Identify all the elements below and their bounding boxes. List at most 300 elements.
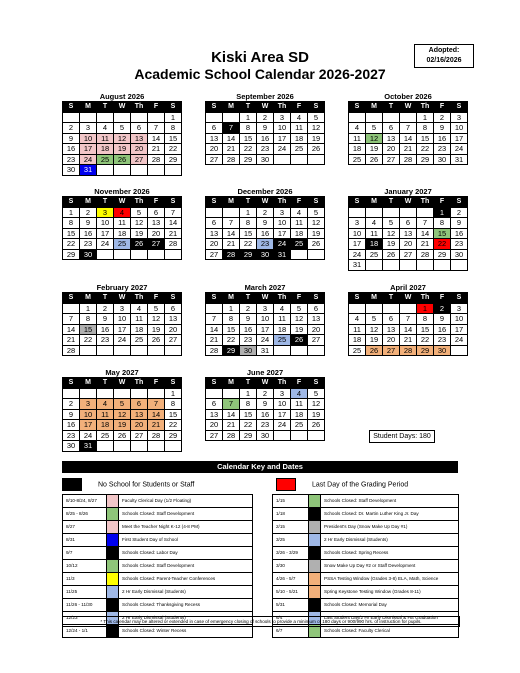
key-color-swatch [309, 508, 321, 521]
day-header: T [97, 378, 114, 389]
key-color-swatch [309, 599, 321, 612]
month-5 [348, 188, 468, 271]
day-cell: 11 [291, 399, 308, 410]
month-table [62, 292, 182, 356]
day-cell: 11 [97, 133, 114, 144]
day-cell: 6 [383, 123, 400, 134]
key-color-swatch [309, 547, 321, 560]
day-cell: 9 [257, 123, 274, 134]
month-2 [348, 93, 468, 165]
key-row [63, 508, 253, 521]
day-cell: 11 [131, 314, 148, 325]
day-cell: 16 [80, 228, 97, 239]
day-cell: 10 [274, 218, 291, 229]
day-cell: 14 [165, 218, 182, 229]
key-dates: 5/10 - 5/21 [273, 586, 309, 599]
day-cell: 16 [97, 324, 114, 335]
day-header: Th [131, 378, 148, 389]
day-header: W [114, 378, 131, 389]
day-cell: 12 [308, 123, 325, 134]
empty-day-cell [114, 112, 131, 123]
day-cell: 24 [451, 335, 468, 346]
day-header: F [291, 197, 308, 208]
day-cell: 17 [97, 228, 114, 239]
key-color-swatch [309, 586, 321, 599]
day-cell: 29 [223, 345, 240, 356]
day-cell: 10 [257, 314, 274, 325]
month-3 [62, 188, 182, 260]
day-cell: 3 [114, 303, 131, 314]
day-cell: 2 [257, 388, 274, 399]
day-header: S [206, 102, 223, 113]
day-cell: 4 [97, 123, 114, 134]
day-cell: 6 [131, 123, 148, 134]
key-dates: 3/30 [273, 560, 309, 573]
day-cell: 14 [63, 324, 80, 335]
day-cell: 26 [308, 239, 325, 250]
day-header: Th [131, 197, 148, 208]
day-cell: 14 [417, 228, 434, 239]
key-row [273, 573, 459, 586]
month-table [348, 101, 468, 165]
day-cell: 6 [400, 218, 417, 229]
empty-day-cell [63, 388, 80, 399]
day-header: W [400, 293, 417, 304]
day-header: M [366, 102, 383, 113]
day-cell: 21 [223, 420, 240, 431]
day-cell: 30 [257, 154, 274, 165]
key-row [273, 547, 459, 560]
empty-day-cell [80, 388, 97, 399]
day-cell: 17 [451, 324, 468, 335]
day-cell: 9 [80, 218, 97, 229]
empty-day-cell [97, 165, 114, 176]
day-cell: 16 [257, 228, 274, 239]
day-cell: 11 [291, 218, 308, 229]
empty-day-cell [291, 154, 308, 165]
day-cell: 2 [240, 303, 257, 314]
key-no-school [62, 478, 194, 490]
day-cell: 17 [114, 324, 131, 335]
day-cell: 28 [223, 154, 240, 165]
month-table [348, 196, 468, 271]
day-header: S [63, 293, 80, 304]
day-cell: 19 [114, 144, 131, 155]
month-table [205, 377, 325, 441]
empty-day-cell [274, 154, 291, 165]
key-color-swatch [309, 560, 321, 573]
month-title: December 2026 [237, 187, 293, 196]
key-color-swatch [107, 573, 119, 586]
key-row [273, 495, 459, 508]
day-cell: 15 [240, 409, 257, 420]
day-cell: 22 [80, 335, 97, 346]
day-cell: 19 [366, 144, 383, 155]
empty-day-cell [291, 430, 308, 441]
day-cell: 20 [165, 324, 182, 335]
day-cell: 19 [131, 228, 148, 239]
key-dates: 8/31 [63, 534, 107, 547]
empty-day-cell [451, 345, 468, 356]
day-cell: 7 [400, 123, 417, 134]
day-cell: 6 [308, 303, 325, 314]
day-cell: 29 [434, 249, 451, 260]
day-cell: 9 [451, 218, 468, 229]
day-cell: 2 [451, 207, 468, 218]
empty-day-cell [148, 112, 165, 123]
key-row [273, 521, 459, 534]
empty-day-cell [349, 207, 366, 218]
day-cell: 29 [240, 154, 257, 165]
key-row [273, 560, 459, 573]
day-cell: 20 [148, 228, 165, 239]
day-cell: 15 [434, 228, 451, 239]
day-cell: 16 [240, 324, 257, 335]
day-cell: 19 [383, 239, 400, 250]
day-cell: 30 [80, 249, 97, 260]
day-cell: 8 [223, 314, 240, 325]
day-cell: 4 [366, 218, 383, 229]
day-cell: 25 [349, 345, 366, 356]
key-description: 2 Hr Early Dismissal (Students) [321, 534, 459, 547]
key-dates: 4/26 - 5/7 [273, 573, 309, 586]
empty-day-cell [148, 345, 165, 356]
day-cell: 15 [240, 133, 257, 144]
key-dates: 2/15 [273, 521, 309, 534]
empty-day-cell [97, 345, 114, 356]
empty-day-cell [148, 441, 165, 452]
day-cell: 4 [114, 207, 131, 218]
key-row [273, 586, 459, 599]
day-cell: 1 [417, 112, 434, 123]
key-description: Last Student Day/2 Hr Early Dismissal & HS Graduation [321, 612, 459, 625]
day-cell: 23 [63, 430, 80, 441]
page-title: Kiski Area SD [211, 49, 309, 66]
empty-day-cell [80, 112, 97, 123]
day-cell: 23 [63, 154, 80, 165]
day-cell: 9 [257, 399, 274, 410]
key-color-swatch [107, 586, 119, 599]
empty-day-cell [131, 388, 148, 399]
key-color-swatch [107, 508, 119, 521]
day-header: S [63, 197, 80, 208]
day-cell: 18 [114, 228, 131, 239]
day-cell: 11 [291, 123, 308, 134]
empty-day-cell [97, 249, 114, 260]
day-cell: 3 [451, 112, 468, 123]
key-description: Faculty Clerical Day (1/2 Floating) [119, 495, 253, 508]
day-cell: 15 [417, 133, 434, 144]
day-cell: 27 [383, 345, 400, 356]
key-color-swatch [107, 599, 119, 612]
day-cell: 22 [434, 239, 451, 250]
day-header: T [97, 102, 114, 113]
day-cell: 23 [80, 239, 97, 250]
day-cell: 25 [291, 420, 308, 431]
empty-day-cell [114, 249, 131, 260]
day-cell: 26 [366, 154, 383, 165]
day-header: W [257, 102, 274, 113]
day-cell: 27 [131, 154, 148, 165]
empty-day-cell [400, 260, 417, 271]
month-9 [62, 369, 182, 452]
day-cell: 13 [148, 218, 165, 229]
day-cell: 19 [308, 409, 325, 420]
empty-day-cell [114, 388, 131, 399]
day-cell: 12 [148, 314, 165, 325]
day-cell: 25 [291, 144, 308, 155]
day-cell: 17 [274, 409, 291, 420]
day-header: F [148, 197, 165, 208]
month-title: June 2027 [246, 368, 284, 377]
day-cell: 23 [257, 420, 274, 431]
empty-day-cell [148, 249, 165, 260]
day-cell: 3 [257, 303, 274, 314]
day-cell: 13 [131, 409, 148, 420]
day-cell: 30 [257, 430, 274, 441]
key-color-swatch [107, 560, 119, 573]
day-cell: 17 [80, 144, 97, 155]
footnote: * This calendar may be altered or extended in case of emergency closing of schools to provide a minimum of 180 days or 900/990 hrs. of instruction for pupils. [62, 616, 460, 627]
day-cell: 4 [349, 314, 366, 325]
day-header: S [63, 102, 80, 113]
day-header: W [114, 197, 131, 208]
day-cell: 2 [434, 112, 451, 123]
key-row [63, 534, 253, 547]
day-cell: 16 [257, 409, 274, 420]
empty-day-cell [114, 165, 131, 176]
day-header: S [206, 378, 223, 389]
key-no-school-label: No School for Students or Staff [98, 481, 195, 489]
day-cell: 13 [308, 314, 325, 325]
day-cell: 29 [417, 154, 434, 165]
day-cell: 25 [97, 430, 114, 441]
day-cell: 18 [349, 144, 366, 155]
day-header: F [148, 293, 165, 304]
month-10 [205, 369, 325, 441]
empty-day-cell [417, 260, 434, 271]
month-title: September 2026 [236, 92, 294, 101]
day-cell: 1 [63, 207, 80, 218]
month-title: March 2027 [244, 283, 286, 292]
key-description: Schools Closed: Memorial Day [321, 599, 459, 612]
day-cell: 14 [206, 324, 223, 335]
day-cell: 21 [148, 420, 165, 431]
day-cell: 21 [400, 335, 417, 346]
day-cell: 11 [349, 324, 366, 335]
day-cell: 5 [383, 218, 400, 229]
month-title: October 2026 [384, 92, 432, 101]
day-cell: 9 [257, 218, 274, 229]
day-cell: 5 [114, 399, 131, 410]
day-cell: 30 [434, 345, 451, 356]
day-header: M [366, 197, 383, 208]
empty-day-cell [383, 112, 400, 123]
empty-day-cell [97, 388, 114, 399]
key-color-swatch [309, 495, 321, 508]
empty-day-cell [291, 249, 308, 260]
day-cell: 15 [223, 324, 240, 335]
day-cell: 10 [451, 314, 468, 325]
day-cell: 24 [274, 144, 291, 155]
key-description: Schools Closed: Labor Day [119, 547, 253, 560]
day-header: M [223, 102, 240, 113]
day-cell: 19 [291, 324, 308, 335]
key-description: Schools Closed: Faculty Clerical [321, 625, 459, 638]
adopted-box [414, 44, 474, 68]
day-header: S [165, 102, 182, 113]
day-cell: 2 [80, 207, 97, 218]
day-cell: 29 [240, 249, 257, 260]
day-cell: 21 [165, 228, 182, 239]
key-row [63, 521, 253, 534]
day-cell: 16 [63, 420, 80, 431]
empty-day-cell [63, 112, 80, 123]
day-cell: 28 [148, 430, 165, 441]
day-cell: 24 [114, 335, 131, 346]
day-cell: 9 [63, 409, 80, 420]
day-cell: 10 [349, 228, 366, 239]
key-dates: 11/25 [63, 586, 107, 599]
adopted-label: Adopted: [428, 47, 460, 54]
day-header: W [400, 102, 417, 113]
day-header: S [349, 102, 366, 113]
day-cell: 18 [131, 324, 148, 335]
empty-day-cell [383, 303, 400, 314]
empty-day-cell [165, 249, 182, 260]
day-cell: 19 [366, 335, 383, 346]
empty-day-cell [400, 207, 417, 218]
day-cell: 21 [223, 144, 240, 155]
day-cell: 15 [80, 324, 97, 335]
day-cell: 31 [80, 441, 97, 452]
day-cell: 26 [366, 345, 383, 356]
day-cell: 18 [366, 239, 383, 250]
day-header: S [451, 293, 468, 304]
day-cell: 12 [114, 409, 131, 420]
empty-day-cell [97, 441, 114, 452]
empty-day-cell [451, 260, 468, 271]
month-title: August 2026 [99, 92, 145, 101]
day-header: S [165, 378, 182, 389]
day-cell: 24 [451, 144, 468, 155]
day-cell: 26 [131, 239, 148, 250]
key-description: President's Day (Snow Make Up Day #1) [321, 521, 459, 534]
day-cell: 15 [165, 133, 182, 144]
empty-day-cell [223, 388, 240, 399]
day-cell: 6 [148, 207, 165, 218]
day-cell: 15 [165, 409, 182, 420]
day-cell: 24 [274, 420, 291, 431]
key-description: Schools Closed: Spring Recess [321, 547, 459, 560]
day-cell: 25 [366, 249, 383, 260]
day-cell: 2 [257, 112, 274, 123]
day-header: S [206, 197, 223, 208]
empty-day-cell [434, 260, 451, 271]
day-header: T [240, 378, 257, 389]
day-cell: 28 [148, 154, 165, 165]
day-cell: 17 [257, 324, 274, 335]
day-cell: 10 [274, 399, 291, 410]
key-swatch-no-school [62, 478, 82, 491]
empty-day-cell [206, 303, 223, 314]
day-cell: 17 [274, 228, 291, 239]
day-cell: 26 [114, 430, 131, 441]
day-cell: 28 [165, 239, 182, 250]
day-cell: 24 [80, 154, 97, 165]
day-cell: 27 [206, 154, 223, 165]
day-cell: 19 [308, 228, 325, 239]
student-days: Student Days: 180 [369, 430, 435, 443]
day-cell: 15 [240, 228, 257, 239]
key-dates: 12/24 - 1/1 [63, 625, 107, 638]
day-header: M [366, 293, 383, 304]
key-description: Schools Closed: Staff Development [321, 495, 459, 508]
day-cell: 5 [308, 388, 325, 399]
day-cell: 12 [308, 399, 325, 410]
day-cell: 31 [451, 154, 468, 165]
key-description: Schools Closed: Thanksgiving Recess [119, 599, 253, 612]
day-cell: 19 [114, 420, 131, 431]
day-header: S [308, 102, 325, 113]
key-dates: 9/7 [63, 547, 107, 560]
day-header: Th [274, 378, 291, 389]
adopted-date: 02/16/2026 [426, 57, 462, 64]
day-cell: 30 [451, 249, 468, 260]
day-cell: 6 [206, 399, 223, 410]
day-cell: 22 [417, 144, 434, 155]
day-cell: 13 [206, 133, 223, 144]
day-cell: 6 [206, 218, 223, 229]
day-header: S [308, 378, 325, 389]
empty-day-cell [383, 260, 400, 271]
empty-day-cell [400, 112, 417, 123]
key-row [63, 599, 253, 612]
key-color-swatch [107, 547, 119, 560]
month-table [62, 101, 182, 176]
day-cell: 8 [434, 218, 451, 229]
day-cell: 22 [240, 239, 257, 250]
day-cell: 5 [308, 112, 325, 123]
month-table [205, 101, 325, 165]
day-cell: 29 [165, 430, 182, 441]
day-cell: 3 [97, 207, 114, 218]
month-title: February 2027 [96, 283, 148, 292]
day-cell: 7 [148, 123, 165, 134]
day-cell: 18 [349, 335, 366, 346]
month-table [348, 292, 468, 356]
day-cell: 9 [434, 123, 451, 134]
day-cell: 10 [274, 123, 291, 134]
day-cell: 6 [131, 399, 148, 410]
day-cell: 27 [131, 430, 148, 441]
empty-day-cell [366, 260, 383, 271]
day-header: S [308, 197, 325, 208]
day-cell: 4 [131, 303, 148, 314]
key-description: Spring Keystone Testing Window (Grades 8-11) [321, 586, 459, 599]
day-cell: 2 [97, 303, 114, 314]
day-cell: 30 [240, 345, 257, 356]
day-cell: 9 [434, 314, 451, 325]
day-cell: 3 [274, 207, 291, 218]
day-cell: 20 [308, 324, 325, 335]
day-header: S [165, 197, 182, 208]
day-cell: 17 [274, 133, 291, 144]
day-header: T [383, 102, 400, 113]
day-cell: 8 [240, 218, 257, 229]
day-cell: 23 [97, 335, 114, 346]
day-header: S [206, 293, 223, 304]
